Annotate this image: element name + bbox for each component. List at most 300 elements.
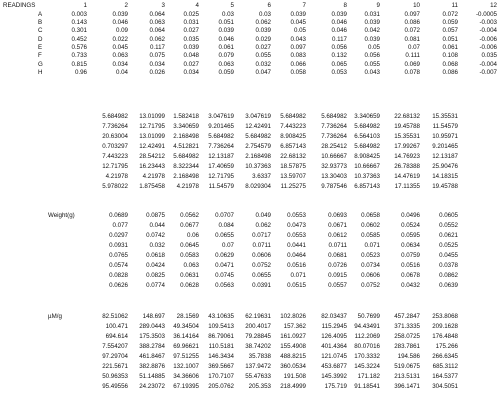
weight-cell: 0.0734 (361, 262, 380, 269)
weight-cell: 0.0678 (401, 272, 420, 279)
concentration-cell: 12.71795 (139, 123, 165, 130)
reading-cell: 0.046 (331, 27, 347, 35)
weight-cell: 0.077 (112, 222, 128, 229)
concentration-cell: 7.736264 (321, 133, 347, 140)
umg-cell: 67.19395 (173, 383, 199, 390)
column-header: 11 (451, 2, 458, 9)
reading-cell: 0.063 (149, 19, 165, 26)
weight-cell: 0.0516 (287, 262, 306, 269)
concentration-cell: 3.340659 (354, 113, 380, 120)
concentration-cell: 32.93773 (321, 163, 347, 170)
umg-cell: 79.28845 (245, 333, 271, 340)
concentration-cell: 5.684982 (321, 113, 347, 120)
reading-cell: 0.733 (71, 52, 87, 60)
reading-cell: 0.058 (290, 68, 306, 76)
concentration-cell: 9.787546 (321, 183, 347, 190)
umg-cell: 137.9472 (245, 363, 271, 370)
umg-cell: 94.43491 (354, 323, 380, 330)
reading-cell: 0.452 (71, 35, 87, 43)
umg-cell: 100.471 (105, 323, 128, 330)
concentration-cell: 28.25412 (321, 143, 347, 150)
concentration-cell: 5.684982 (245, 133, 271, 140)
umg-cell: 200.4017 (245, 323, 271, 330)
concentration-cell: 5.978022 (102, 183, 128, 190)
concentration-cell: 7.736264 (102, 123, 128, 130)
concentration-cell: 1.875458 (139, 183, 165, 190)
column-header: 8 (343, 2, 347, 9)
reading-cell: 0.034 (183, 68, 199, 76)
reading-cell: 0.815 (71, 60, 87, 68)
weight-cell: 0.0626 (109, 282, 128, 289)
weight-cell: 0.0618 (146, 252, 165, 259)
umg-cell: 43.10635 (208, 313, 234, 320)
weight-cell: 0.0297 (109, 232, 128, 239)
column-header: 3 (161, 2, 165, 9)
concentration-cell: 9.201465 (432, 143, 458, 150)
weight-cell: 0.0752 (252, 262, 271, 269)
weight-cell: 0.0574 (109, 262, 128, 269)
reading-cell: 0.061 (218, 43, 234, 51)
weight-cell: 0.07 (221, 242, 234, 249)
reading-cell: 0.083 (290, 52, 306, 60)
concentration-cell: 22.68132 (394, 113, 420, 120)
concentration-cell: 12.42491 (139, 143, 165, 150)
reading-cell: 0.063 (112, 52, 128, 60)
weight-cell: 0.0645 (180, 242, 199, 249)
concentration-cell: 7.443223 (102, 153, 128, 160)
reading-cell: 0.003 (71, 10, 87, 18)
weight-cell: 0.0745 (215, 272, 234, 279)
concentration-cell: 8.908425 (354, 153, 380, 160)
reading-cell: 0.039 (364, 19, 380, 26)
umg-cell: 95.49556 (102, 383, 128, 390)
reading-cell: 0.576 (71, 43, 87, 51)
umg-cell: 161.0927 (280, 333, 306, 340)
reading-cell: 0.059 (442, 19, 458, 26)
umg-cell: 175.266 (435, 343, 458, 350)
umg-cell: 388.2784 (139, 343, 165, 350)
weight-cell: 0.0711 (252, 242, 271, 249)
weight-cell: 0.0711 (328, 242, 347, 249)
concentration-cell: 13.01099 (139, 113, 165, 120)
umg-cell: 121.0745 (321, 353, 347, 360)
weight-cell: 0.071 (290, 272, 306, 279)
reading-cell: 0.034 (112, 60, 128, 68)
concentration-cell: 28.54212 (139, 153, 165, 160)
weight-cell: 0.0707 (215, 212, 234, 219)
weight-cell: 0.0391 (252, 282, 271, 289)
umg-cell: 146.3434 (208, 353, 234, 360)
weight-cell: 0.0605 (439, 212, 458, 219)
reading-cell: 0.072 (442, 10, 458, 18)
weight-cell: 0.0464 (287, 252, 306, 259)
concentration-cell: 8.908425 (280, 133, 306, 140)
umg-cell: 175.3503 (139, 333, 165, 340)
concentration-cell: 3.340659 (173, 123, 199, 130)
reading-cell: 0.027 (255, 43, 271, 51)
reading-cell: 0.051 (442, 35, 458, 43)
reading-cell: 0.059 (218, 68, 234, 76)
row-label: C (38, 27, 43, 35)
umg-cell: 35.7838 (248, 353, 271, 360)
reading-cell: 0.064 (149, 27, 165, 35)
umg-cell: 176.4848 (432, 333, 458, 340)
weight-cell: 0.0563 (215, 282, 234, 289)
concentration-cell: 26.78388 (394, 163, 420, 170)
weight-cell: 0.0631 (180, 272, 199, 279)
umg-cell: 453.6877 (321, 363, 347, 370)
weight-cell: 0.071 (364, 242, 380, 249)
concentration-cell: 13.59707 (280, 173, 306, 180)
concentration-cell: 18.57875 (280, 163, 306, 170)
concentration-cell: 9.201465 (208, 123, 234, 130)
concentration-cell: 3.6337 (252, 173, 271, 180)
weight-cell: 0.0606 (252, 252, 271, 259)
reading-cell: 0.086 (404, 19, 420, 26)
weight-cell: 0.062 (255, 222, 271, 229)
concentration-cell: 2.168498 (173, 133, 199, 140)
reading-cell: 0.05 (367, 43, 380, 51)
umg-cell: 51.14885 (139, 373, 165, 380)
concentration-cell: 11.25275 (280, 183, 306, 190)
reading-cell: 0.039 (112, 10, 128, 18)
concentration-cell: 6.857143 (354, 183, 380, 190)
reading-cell: 0.039 (183, 43, 199, 51)
reading-cell: -0.004 (479, 60, 497, 68)
weight-cell: 0.0915 (328, 272, 347, 279)
weight-cell: 0.0677 (180, 222, 199, 229)
row-label: G (38, 60, 43, 68)
concentration-cell: 5.684982 (102, 113, 128, 120)
weight-cell: 0.0523 (361, 252, 380, 259)
weight-cell: 0.0726 (328, 262, 347, 269)
weight-cell: 0.0655 (215, 232, 234, 239)
concentration-cell: 13.01099 (139, 133, 165, 140)
umg-cell: 685.3112 (432, 363, 458, 370)
reading-cell: 0.069 (404, 60, 420, 68)
umg-cell: 191.508 (283, 373, 306, 380)
reading-cell: 0.045 (112, 43, 128, 51)
reading-cell: 0.065 (331, 60, 347, 68)
umg-cell: 171.182 (357, 373, 380, 380)
umg-cell: 371.3335 (394, 323, 420, 330)
column-header: 1 (83, 2, 87, 9)
reading-cell: 0.031 (183, 19, 199, 26)
weight-cell: 0.0621 (439, 232, 458, 239)
weight-cell: 0.0432 (401, 282, 420, 289)
umg-cell: 97.29704 (102, 353, 128, 360)
concentration-cell: 4.21978 (142, 173, 165, 180)
concentration-cell: 0.703297 (102, 143, 128, 150)
concentration-cell: 5.684982 (354, 123, 380, 130)
concentration-cell: 3.047619 (245, 113, 271, 120)
concentration-cell: 15.35531 (394, 133, 420, 140)
row-label: H (38, 68, 43, 76)
weight-cell: 0.0828 (109, 272, 128, 279)
weight-cell: 0.0455 (439, 252, 458, 259)
umg-cell: 457.2847 (394, 313, 420, 320)
concentration-cell: 11.54579 (432, 123, 458, 130)
umg-cell: 82.03437 (321, 313, 347, 320)
reading-cell: 0.132 (331, 52, 347, 60)
umg-cell: 266.6345 (432, 353, 458, 360)
weight-cell: 0.084 (218, 222, 234, 229)
umg-cell: 194.586 (397, 353, 420, 360)
umg-cell: 38.74202 (245, 343, 271, 350)
concentration-cell: 10.66667 (354, 163, 380, 170)
concentration-cell: 7.736264 (321, 123, 347, 130)
umg-cell: 213.5131 (394, 373, 420, 380)
weight-cell: 0.0557 (328, 282, 347, 289)
concentration-cell: 14.76923 (394, 153, 420, 160)
umg-label: µM/g (48, 313, 62, 320)
reading-cell: -0.007 (479, 68, 497, 76)
reading-cell: -0.0005 (476, 10, 497, 18)
concentration-cell: 12.71795 (102, 163, 128, 170)
umg-cell: 360.0534 (280, 363, 306, 370)
reading-cell: 0.05 (293, 27, 306, 35)
umg-cell: 145.3224 (354, 363, 380, 370)
reading-cell: -0.006 (479, 35, 497, 43)
concentration-cell: 12.42491 (245, 123, 271, 130)
concentration-cell: 12.71795 (208, 173, 234, 180)
reading-cell: 0.301 (71, 27, 87, 35)
weight-label: Weight(g) (48, 212, 75, 219)
weight-cell: 0.0717 (252, 232, 271, 239)
row-label: A (38, 10, 43, 18)
umg-cell: 91.18541 (354, 383, 380, 390)
reading-cell: 0.062 (255, 19, 271, 26)
reading-cell: 0.027 (183, 27, 199, 35)
concentration-cell: 19.45788 (432, 183, 458, 190)
reading-cell: -0.003 (479, 19, 497, 26)
umg-cell: 396.1471 (394, 383, 420, 390)
row-label: B (38, 19, 43, 26)
reading-cell: 0.03 (258, 10, 271, 18)
concentration-cell: 17.99267 (394, 143, 420, 150)
weight-cell: 0.0606 (361, 272, 380, 279)
umg-cell: 55.47633 (245, 373, 271, 380)
weight-cell: 0.0424 (146, 262, 165, 269)
reading-cell: 0.031 (364, 10, 380, 18)
umg-cell: 461.8467 (139, 353, 165, 360)
umg-cell: 488.8215 (280, 353, 306, 360)
weight-cell: 0.0931 (109, 242, 128, 249)
reading-cell: 0.039 (290, 10, 306, 18)
umg-cell: 148.697 (142, 313, 165, 320)
reading-cell: 0.03 (221, 10, 234, 18)
reading-cell: 0.025 (183, 10, 199, 18)
reading-cell: -0.004 (479, 27, 497, 35)
concentration-cell: 2.754579 (245, 143, 271, 150)
umg-cell: 62.19631 (245, 313, 271, 320)
weight-cell: 0.0774 (146, 282, 165, 289)
concentration-cell: 19.45788 (394, 123, 420, 130)
weight-cell: 0.0681 (328, 252, 347, 259)
weight-cell: 0.0602 (361, 222, 380, 229)
umg-cell: 164.5377 (432, 373, 458, 380)
concentration-cell: 8.029304 (245, 183, 271, 190)
umg-cell: 694.614 (105, 333, 128, 340)
reading-cell: 0.048 (183, 52, 199, 60)
weight-cell: 0.0525 (439, 242, 458, 249)
umg-cell: 115.2945 (321, 323, 347, 330)
concentration-cell: 14.18315 (432, 173, 458, 180)
umg-cell: 34.36606 (173, 373, 199, 380)
weight-cell: 0.0496 (401, 212, 420, 219)
weight-cell: 0.0471 (215, 262, 234, 269)
weight-cell: 0.0825 (146, 272, 165, 279)
concentration-cell: 16.23443 (139, 163, 165, 170)
concentration-cell: 2.168498 (173, 173, 199, 180)
weight-cell: 0.0553 (287, 212, 306, 219)
reading-cell: 0.043 (290, 35, 306, 43)
reading-cell: 0.047 (255, 68, 271, 76)
reading-cell: 0.053 (331, 68, 347, 76)
umg-cell: 170.3332 (354, 353, 380, 360)
weight-cell: 0.0639 (439, 282, 458, 289)
concentration-cell: 1.582418 (173, 113, 199, 120)
reading-cell: 0.056 (331, 43, 347, 51)
weight-cell: 0.0628 (180, 282, 199, 289)
reading-cell: 0.066 (290, 60, 306, 68)
concentration-cell: 3.047619 (208, 113, 234, 120)
weight-cell: 0.0765 (109, 252, 128, 259)
weight-cell: 0.0693 (328, 212, 347, 219)
weight-cell: 0.044 (149, 222, 165, 229)
reading-cell: 0.034 (149, 60, 165, 68)
reading-cell: 0.072 (404, 27, 420, 35)
umg-cell: 369.5667 (208, 363, 234, 370)
weight-cell: 0.0875 (146, 212, 165, 219)
reading-cell: 0.111 (405, 52, 420, 60)
umg-cell: 97.51255 (173, 353, 199, 360)
reading-cell: 0.026 (149, 68, 165, 76)
umg-cell: 283.7861 (394, 343, 420, 350)
reading-cell: 0.097 (290, 43, 306, 51)
concentration-cell: 5.684982 (280, 113, 306, 120)
reading-cell: 0.075 (149, 52, 165, 60)
weight-cell: 0.0515 (287, 282, 306, 289)
reading-cell: 0.051 (218, 19, 234, 26)
reading-cell: 0.057 (442, 27, 458, 35)
concentration-cell: 13.30403 (321, 173, 347, 180)
reading-cell: 0.068 (442, 60, 458, 68)
weight-cell: 0.0516 (401, 262, 420, 269)
concentration-cell: 17.40659 (208, 163, 234, 170)
column-header: 4 (195, 2, 199, 9)
weight-cell: 0.0612 (328, 232, 347, 239)
umg-cell: 50.7699 (357, 313, 380, 320)
reading-cell: 0.04 (115, 68, 128, 76)
umg-cell: 109.5413 (208, 323, 234, 330)
concentration-cell: 4.21978 (105, 173, 128, 180)
concentration-cell: 10.37363 (354, 173, 380, 180)
row-label: E (38, 43, 43, 51)
weight-cell: 0.0441 (287, 242, 306, 249)
weight-cell: 0.0671 (328, 222, 347, 229)
umg-cell: 82.51062 (102, 313, 128, 320)
umg-cell: 205.0762 (208, 383, 234, 390)
column-header: 9 (376, 2, 380, 9)
column-header: 10 (413, 2, 420, 9)
reading-cell: 0.117 (331, 35, 347, 43)
concentration-cell: 7.736264 (208, 143, 234, 150)
concentration-cell: 11.54579 (208, 183, 234, 190)
reading-cell: 0.039 (255, 27, 271, 35)
reading-cell: 0.039 (331, 10, 347, 18)
umg-cell: 28.1569 (176, 313, 199, 320)
column-header: 5 (230, 2, 234, 9)
concentration-cell: 10.37363 (245, 163, 271, 170)
umg-cell: 7.554207 (102, 343, 128, 350)
reading-cell: 0.039 (364, 35, 380, 43)
umg-cell: 24.23072 (139, 383, 165, 390)
reading-cell: 0.035 (183, 35, 199, 43)
weight-cell: 0.0752 (361, 282, 380, 289)
umg-cell: 145.3992 (321, 373, 347, 380)
weight-cell: 0.0595 (401, 232, 420, 239)
reading-cell: 0.07 (407, 43, 420, 51)
weight-cell: 0.0658 (361, 212, 380, 219)
reading-cell: 0.108 (442, 52, 458, 60)
concentration-cell: 14.47619 (394, 173, 420, 180)
umg-cell: 155.4908 (280, 343, 306, 350)
umg-cell: 221.5671 (102, 363, 128, 370)
reading-cell: 0.046 (112, 19, 128, 26)
reading-cell: 0.086 (442, 68, 458, 76)
concentration-cell: 5.684982 (208, 133, 234, 140)
weight-cell: 0.0524 (401, 222, 420, 229)
weight-cell: 0.0862 (439, 272, 458, 279)
reading-cell: 0.063 (218, 60, 234, 68)
column-header: 12 (490, 2, 497, 9)
reading-cell: 0.117 (149, 43, 165, 51)
concentration-cell: 8.322344 (173, 163, 199, 170)
concentration-cell: 5.684982 (173, 153, 199, 160)
concentration-cell: 17.11355 (394, 183, 420, 190)
umg-cell: 112.2069 (354, 333, 380, 340)
weight-cell: 0.063 (183, 262, 199, 269)
umg-cell: 304.5051 (432, 383, 458, 390)
umg-cell: 382.8876 (139, 363, 165, 370)
reading-cell: 0.055 (255, 52, 271, 60)
reading-cell: 0.027 (183, 60, 199, 68)
umg-cell: 36.14164 (173, 333, 199, 340)
concentration-cell: 6.857143 (280, 143, 306, 150)
weight-cell: 0.0562 (180, 212, 199, 219)
concentration-cell: 6.564103 (354, 133, 380, 140)
umg-cell: 80.07016 (354, 343, 380, 350)
weight-cell: 0.0553 (287, 232, 306, 239)
umg-cell: 157.362 (283, 323, 306, 330)
weight-cell: 0.0742 (146, 232, 165, 239)
umg-cell: 110.5181 (208, 343, 234, 350)
umg-cell: 126.4095 (321, 333, 347, 340)
reading-cell: 0.96 (74, 68, 87, 76)
reading-cell: 0.055 (364, 60, 380, 68)
reading-cell: 0.078 (404, 68, 420, 76)
umg-cell: 69.96621 (173, 343, 199, 350)
weight-cell: 0.0759 (401, 252, 420, 259)
weight-cell: 0.0378 (439, 262, 458, 269)
umg-cell: 50.96353 (102, 373, 128, 380)
column-header: 6 (267, 2, 271, 9)
umg-cell: 132.1007 (173, 363, 199, 370)
reading-cell: 0.046 (218, 35, 234, 43)
reading-cell: 0.029 (255, 35, 271, 43)
concentration-cell: 7.443223 (280, 123, 306, 130)
